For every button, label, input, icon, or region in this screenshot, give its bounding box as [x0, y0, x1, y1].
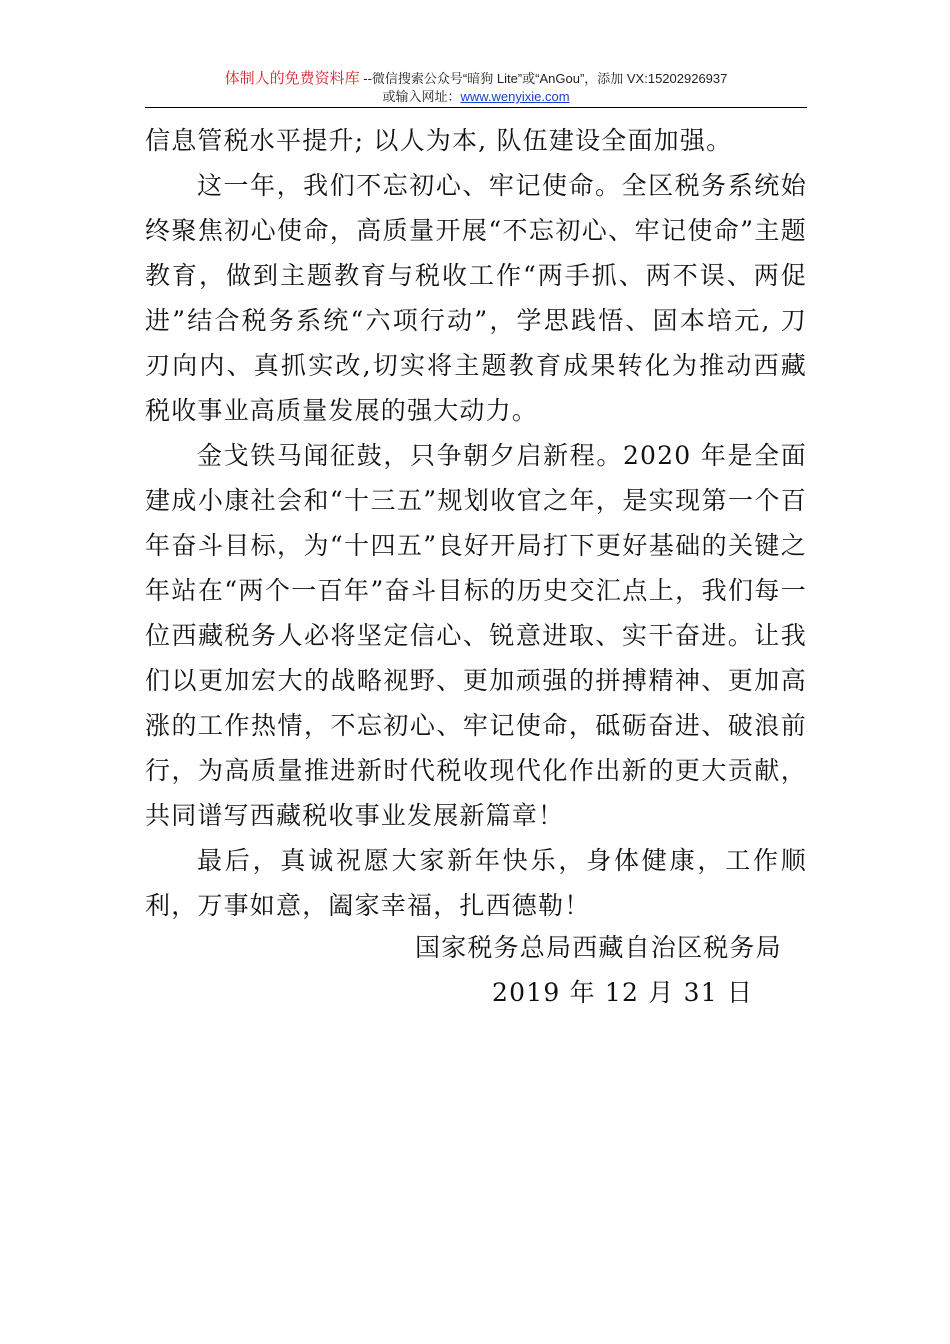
header-divider [145, 107, 807, 108]
page-header [145, 70, 807, 106]
paragraph-this-year: 这一年，我们不忘初心、牢记使命。全区税务系统始终聚焦初心使命，高质量开展“不忘初心、牢记使命”主题教育，做到主题教育与税收工作“两手抓、两不误、两促进”结合税务系统“六项行动”，学思践悟、固本培元, 刀刃向内、真抓实改,切实将主题教育成果转化为推动西藏税收事业高质量发展的强大动力。 [145, 171, 807, 425]
header-line-2 [145, 88, 807, 106]
paragraph-closing-wishes: 最后，真诚祝愿大家新年快乐，身体健康，工作顺利，万事如意，阖家幸福，扎西德勒！ [145, 846, 807, 920]
header-tagline: --微信搜索公众号“暗狗 Lite”或“AnGou”，添加 VX:15202926937 [359, 71, 728, 86]
header-brand: 体制人的免费资料库 [224, 70, 360, 87]
paragraph-continuation: 信息管税水平提升; 以人为本, 队伍建设全面加强。 [145, 126, 733, 155]
paragraph-2020-outlook: 金戈铁马闻征鼓，只争朝夕启新程。2020 年是全面建成小康社会和“十三五”规划收官之年，是实现第一个百年奋斗目标，为“十四五”良好开局打下更好基础的关键之年站在“两个一百年”奋斗目标的历史交汇点上，我们每一位西藏税务人必将坚定信心、锐意进取、实干奋进。让我们以更加宏大的战略视野、更加顽强的拼搏精神、更加高涨的工作热情，不忘初心、牢记使命，砥砺奋进、破浪前行，为高质量推进新时代税收现代化作出新的更大贡献，共同谱写西藏税收事业发展新篇章！ [145, 441, 807, 830]
signature-date: 2019 年 12 月 31 日 [492, 978, 754, 1007]
header-url-link[interactable]: www.wenyixie.com [460, 89, 570, 104]
header-url-prefix: 或输入网址： [382, 89, 461, 104]
signature-organization: 国家税务总局西藏自治区税务局 [415, 933, 782, 962]
document-body [145, 118, 807, 928]
header-line-1 [145, 70, 807, 88]
